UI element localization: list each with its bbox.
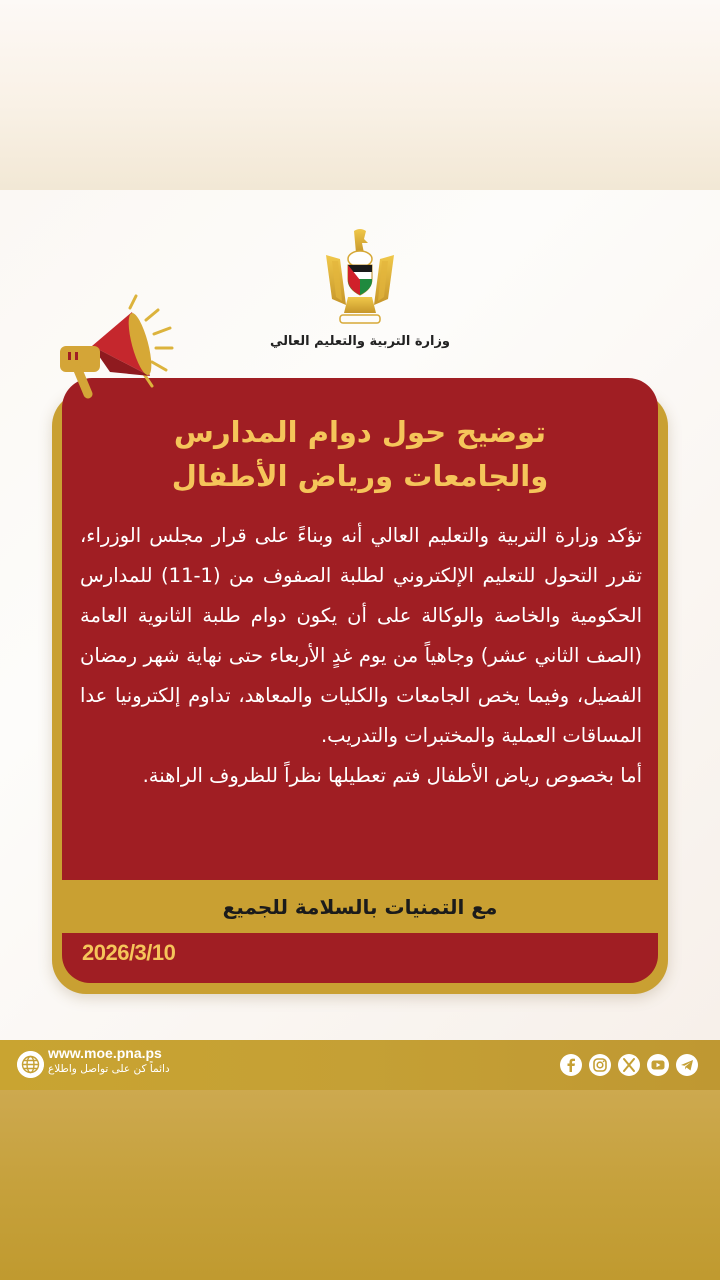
bottom-background-band xyxy=(0,1090,720,1280)
wishes-text: مع التمنيات بالسلامة للجميع xyxy=(222,894,498,919)
youtube-icon[interactable] xyxy=(647,1054,669,1076)
announcement-title xyxy=(62,410,658,498)
telegram-icon[interactable] xyxy=(676,1054,698,1076)
body-paragraph-2: أما بخصوص رياض الأطفال فتم تعطيلها نظراً للظروف الراهنة. xyxy=(142,764,642,787)
announcement-body xyxy=(80,516,642,796)
ministry-name: وزارة التربية والتعليم العالي xyxy=(269,334,451,349)
website-link[interactable]: www.moe.pna.ps xyxy=(48,1045,162,1061)
top-background-band xyxy=(0,0,720,190)
body-paragraph-1: تؤكد وزارة التربية والتعليم العالي أنه وبناءً على قرار مجلس الوزراء، تقرر التحول للتعليم الإلكتروني لطلبة الصفوف من (1-11) للمدارس الحكومية والخاصة والوكالة على أن يكون دوام طلبة الثانوية العامة (الصف الثاني عشر) وجاهياً من يوم غدٍ الأربعاء حتى نهاية شهر رمضان الفضيل، وفيما يخص الجامعات والكليات والمعاهد، تداوم إلكترونيا عدا المساقات العملية والمختبرات والتدريب. xyxy=(80,524,642,747)
x-twitter-icon[interactable] xyxy=(618,1054,640,1076)
instagram-icon[interactable] xyxy=(589,1054,611,1076)
footer-tagline: دائماً كن على تواصل واطلاع xyxy=(48,1063,170,1075)
announcement-date: 2026/3/10 xyxy=(82,940,176,965)
title-line-1: توضيح حول دوام المدارس xyxy=(173,415,547,449)
palestine-eagle-emblem-icon xyxy=(318,225,402,333)
facebook-icon[interactable] xyxy=(560,1054,582,1076)
megaphone-icon xyxy=(48,294,188,404)
social-links xyxy=(560,1054,698,1076)
title-line-2: والجامعات ورياض الأطفال xyxy=(171,459,549,493)
globe-icon xyxy=(17,1051,44,1078)
